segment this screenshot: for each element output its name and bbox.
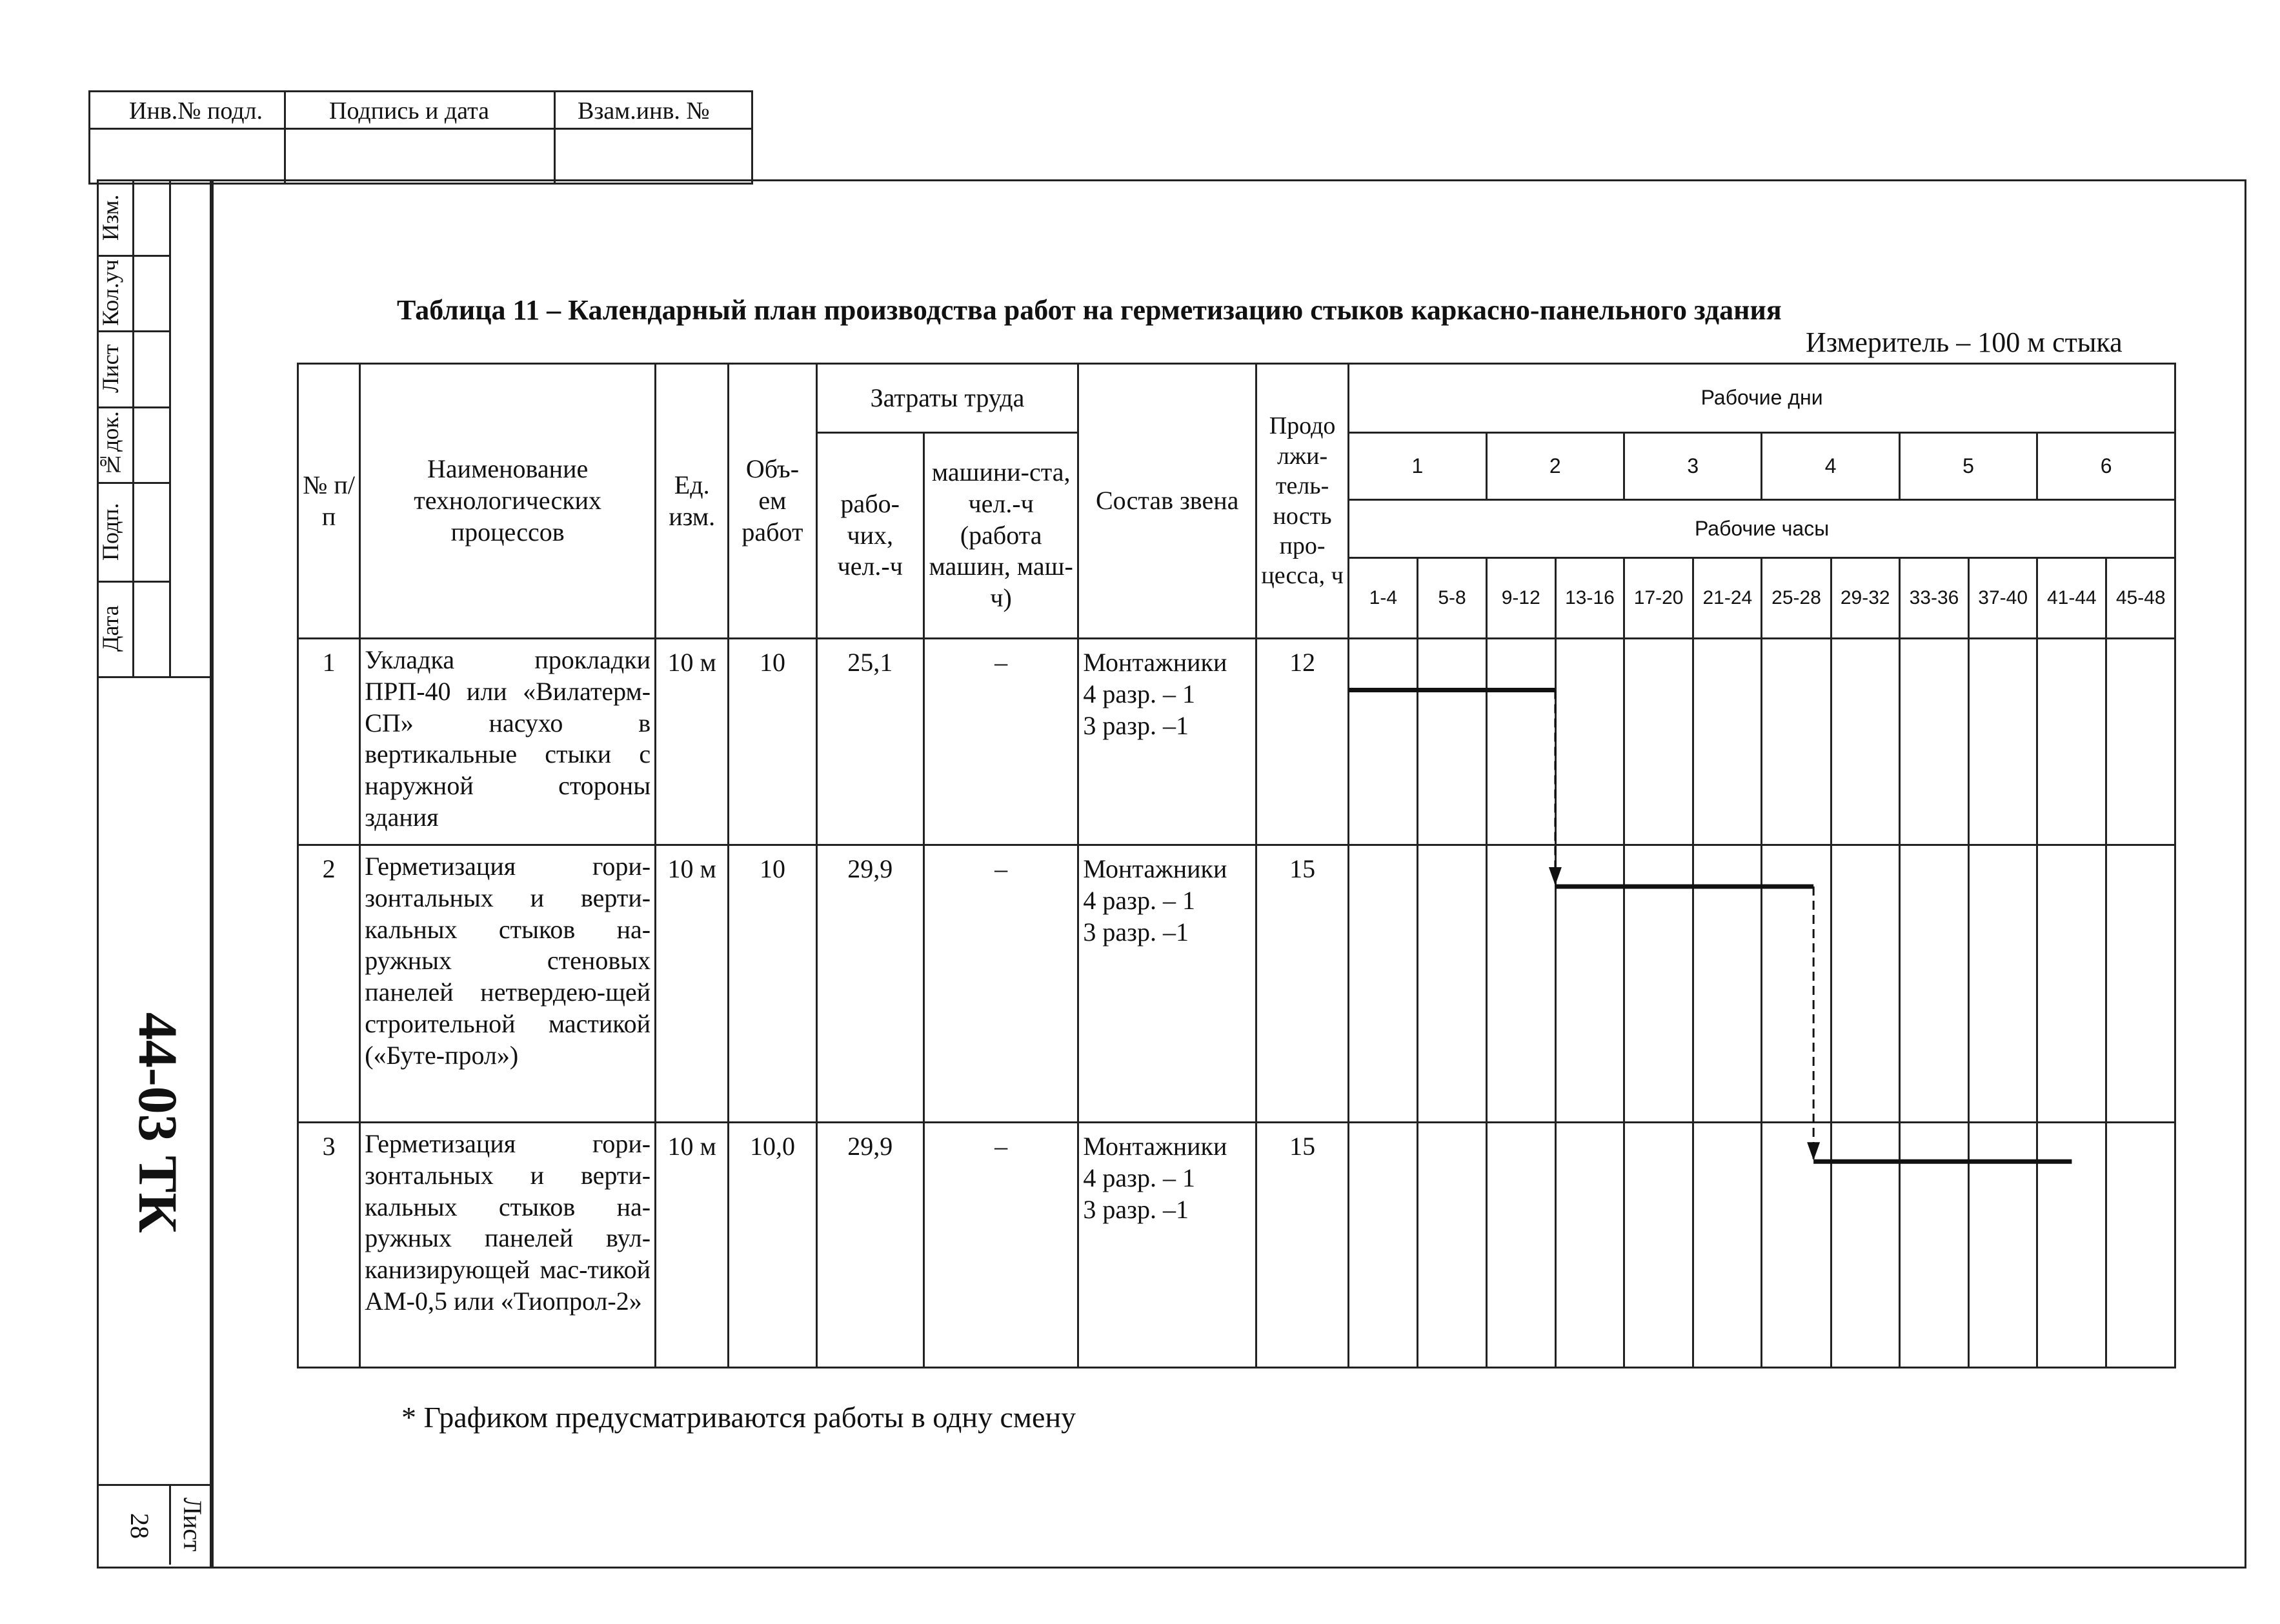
table-row <box>298 845 2175 1123</box>
gantt-cell <box>1831 845 1899 1123</box>
gantt-cell <box>1762 845 1831 1123</box>
day-4: 4 <box>1762 433 1899 500</box>
row-crew <box>1078 639 1256 845</box>
gantt-cell <box>2037 845 2106 1123</box>
header-num: № п/п <box>298 364 360 639</box>
table-title: Таблица 11 – Календарный план производства работ на герметизацию стыков каркасно-панельного здания <box>397 294 1782 326</box>
gantt-cell <box>2037 639 2106 845</box>
sheet-number: 28 <box>125 1513 154 1539</box>
gantt-cell <box>1899 845 1968 1123</box>
schedule-table <box>297 363 2176 1368</box>
gantt-cell <box>1899 639 1968 845</box>
crew-line: 4 разр. – 1 <box>1083 885 1195 915</box>
gantt-cell <box>2106 1123 2175 1368</box>
gantt-cell <box>1762 639 1831 845</box>
row-num: 1 <box>298 639 360 845</box>
gantt-cell <box>1969 639 2037 845</box>
row-name: Герметизация гори-зонтальных и верти-кальных стыков на-ружных панелей вул-канизирующей мас-тикой АМ-0,5 или «Тиопрол-2» <box>360 1123 656 1368</box>
row-machinist: – <box>923 845 1078 1123</box>
row-unit: 10 м <box>656 639 729 845</box>
gantt-cell <box>1486 1123 1555 1368</box>
row-machinist: – <box>923 639 1078 845</box>
gantt-cell <box>1693 639 1762 845</box>
header-work-days: Рабочие дни <box>1349 364 2175 433</box>
row-duration: 12 <box>1256 639 1348 845</box>
stamp-divider-1 <box>284 90 286 183</box>
side-podp: Подп. <box>97 503 123 561</box>
gantt-cell <box>1831 639 1899 845</box>
gantt-cell <box>1486 845 1555 1123</box>
header-work-hours: Рабочие часы <box>1349 500 2175 558</box>
row-crew <box>1078 1123 1256 1368</box>
gantt-cell <box>1624 1123 1693 1368</box>
gantt-cell <box>1349 1123 1418 1368</box>
header-workers: рабо-чих, чел.-ч <box>816 433 923 639</box>
hours-1-4: 1-4 <box>1349 558 1418 639</box>
stamp-divider-h <box>88 128 751 130</box>
crew-line: Монтажники <box>1083 854 1227 883</box>
crew-line: 4 разр. – 1 <box>1083 1163 1195 1192</box>
gantt-cell <box>1624 639 1693 845</box>
gantt-cell <box>1831 1123 1899 1368</box>
gantt-cell <box>1969 1123 2037 1368</box>
side-col-line-1 <box>132 179 134 676</box>
side-kol: Кол.уч <box>97 259 123 326</box>
hours-5-8: 5-8 <box>1418 558 1486 639</box>
row-num: 3 <box>298 1123 360 1368</box>
gantt-cell <box>1762 1123 1831 1368</box>
gantt-cell <box>1349 845 1418 1123</box>
inv-label: Инв.№ подл. <box>129 97 263 125</box>
crew-line: 4 разр. – 1 <box>1083 679 1195 708</box>
gantt-cell <box>1693 845 1762 1123</box>
table-row <box>298 639 2175 845</box>
day-6: 6 <box>2037 433 2175 500</box>
gantt-cell <box>1624 845 1693 1123</box>
hours-33-36: 33-36 <box>1899 558 1968 639</box>
day-5: 5 <box>1899 433 2037 500</box>
stamp-divider-2 <box>554 90 556 183</box>
row-machinist: – <box>923 1123 1078 1368</box>
gantt-cell <box>1555 1123 1624 1368</box>
day-3: 3 <box>1624 433 1762 500</box>
header-duration: Продо лжи-тель-ность про-цесса, ч <box>1256 364 1348 639</box>
row-workers: 29,9 <box>816 845 923 1123</box>
row-name: Укладка прокладки ПРП-40 или «Вилатерм-СП» насухо в вертикальные стыки с наружной стороны здания <box>360 639 656 845</box>
header-unit: Ед. изм. <box>656 364 729 639</box>
header-volume: Объ-ем работ <box>729 364 816 639</box>
row-volume: 10 <box>729 639 816 845</box>
crew-line: Монтажники <box>1083 1132 1227 1161</box>
gantt-cell <box>1693 1123 1762 1368</box>
hours-17-20: 17-20 <box>1624 558 1693 639</box>
gantt-cell <box>2106 639 2175 845</box>
side-line-strip-bottom <box>97 676 210 678</box>
day-2: 2 <box>1486 433 1624 500</box>
side-data: Дата <box>97 605 123 652</box>
gantt-cell <box>1418 845 1486 1123</box>
hours-45-48: 45-48 <box>2106 558 2175 639</box>
gantt-cell <box>1555 845 1624 1123</box>
hours-37-40: 37-40 <box>1969 558 2037 639</box>
day-1: 1 <box>1349 433 1486 500</box>
gantt-cell <box>1899 1123 1968 1368</box>
gantt-cell <box>2037 1123 2106 1368</box>
gantt-cell <box>1349 639 1418 845</box>
row-name: Герметизация гори-зонтальных и верти-кальных стыков на-ружных стеновых панелей нетвердею-щей строительной мастикой («Буте-прол») <box>360 845 656 1123</box>
hours-13-16: 13-16 <box>1555 558 1624 639</box>
unit-note: Измеритель – 100 м стыка <box>1806 326 2123 358</box>
row-volume: 10,0 <box>729 1123 816 1368</box>
sheet-no-box-top <box>97 1484 210 1486</box>
row-num: 2 <box>298 845 360 1123</box>
side-ndok: №док. <box>97 411 123 478</box>
hours-21-24: 21-24 <box>1693 558 1762 639</box>
gantt-cell <box>1486 639 1555 845</box>
replace-label: Взам.инв. № <box>578 97 710 125</box>
hours-29-32: 29-32 <box>1831 558 1899 639</box>
row-duration: 15 <box>1256 1123 1348 1368</box>
gantt-cell <box>1418 1123 1486 1368</box>
row-volume: 10 <box>729 845 816 1123</box>
crew-line: 3 разр. –1 <box>1083 710 1189 740</box>
crew-line: Монтажники <box>1083 648 1227 677</box>
side-izm: Изм. <box>97 194 123 241</box>
crew-line: 3 разр. –1 <box>1083 917 1189 947</box>
hours-25-28: 25-28 <box>1762 558 1831 639</box>
side-list: Лист <box>97 344 123 393</box>
row-crew <box>1078 845 1256 1123</box>
row-workers: 25,1 <box>816 639 923 845</box>
footnote: * Графиком предусматриваются работы в одну смену <box>401 1401 1076 1434</box>
row-unit: 10 м <box>656 1123 729 1368</box>
header-labor: Затраты труда <box>816 364 1078 433</box>
header-name: Наименование технологических процессов <box>360 364 656 639</box>
sheet-label: Лист <box>178 1497 207 1552</box>
row-duration: 15 <box>1256 845 1348 1123</box>
gantt-cell <box>1418 639 1486 845</box>
gantt-cell <box>1555 639 1624 845</box>
header-machinist: машини-ста, чел.-ч (работа машин, маш-ч) <box>923 433 1078 639</box>
crew-line: 3 разр. –1 <box>1083 1194 1189 1224</box>
row-unit: 10 м <box>656 845 729 1123</box>
table-row <box>298 1123 2175 1368</box>
row-workers: 29,9 <box>816 1123 923 1368</box>
gantt-cell <box>2106 845 2175 1123</box>
side-col-line-2 <box>169 179 171 676</box>
header-crew: Состав звена <box>1078 364 1256 639</box>
gantt-cell <box>1969 845 2037 1123</box>
sign-label: Подпись и дата <box>329 97 490 125</box>
hours-9-12: 9-12 <box>1486 558 1555 639</box>
document-code: 44-03 ТК <box>127 1012 189 1233</box>
hours-41-44: 41-44 <box>2037 558 2106 639</box>
